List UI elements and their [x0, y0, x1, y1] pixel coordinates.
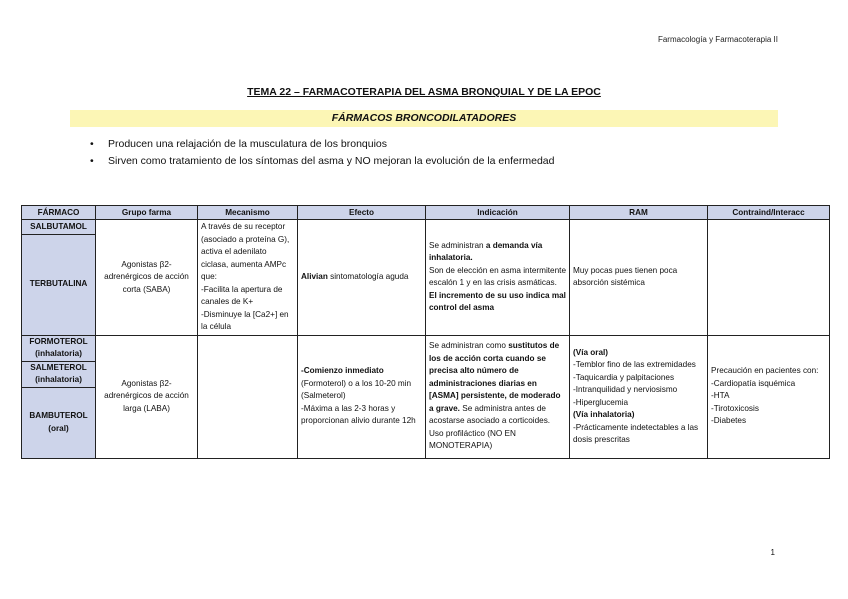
laba-effect: [298, 335, 426, 458]
header-mecanismo: Mecanismo: [198, 206, 298, 220]
drug-terbutalina: TERBUTALINA: [22, 234, 96, 335]
saba-mechanism: [198, 220, 298, 336]
contra-line: -Diabetes: [711, 416, 747, 426]
header-grupo: Grupo farma: [96, 206, 198, 220]
contra-line: -Cardiopatía isquémica: [711, 378, 796, 388]
drug-bambuterol: [22, 387, 96, 458]
bullet-list: [90, 136, 554, 170]
drug-name: FORMOTEROL: [29, 336, 88, 346]
indication-text: Se administran como: [429, 341, 509, 351]
drug-name: SALMETEROL: [30, 362, 87, 372]
indication-text: Son de elección en asma intermitente escalón 1 y en las crisis asmáticas.: [429, 265, 566, 288]
indication-text: Se administran: [429, 240, 486, 250]
drug-table: [21, 205, 830, 459]
drug-salbutamol: SALBUTAMOL: [22, 220, 96, 235]
mechanism-line: A través de su receptor (asociado a proteína G), activa el adenilato ciclasa, aumenta AMPc que:: [201, 222, 290, 281]
drug-name: BAMBUTEROL: [29, 411, 88, 420]
drug-route: (inhalatoria): [35, 375, 82, 384]
header-efecto: Efecto: [298, 206, 426, 220]
contra-line: -HTA: [711, 391, 730, 401]
effect-text: (Formoterol) o a los 10-20 min (Salmeterol): [301, 378, 412, 401]
ram-line: -Prácticamente indetectables a las dosis prescritas: [573, 422, 699, 444]
ram-heading: (Vía inhalatoria): [573, 410, 635, 419]
contra-line: Precaución en pacientes con:: [711, 366, 819, 376]
table-header-row: [22, 206, 830, 220]
saba-indication: [426, 220, 570, 336]
indication-text: Se administra antes de acostarse asociado a corticoides. Uso profiláctico (NO EN MONOTERAPIA): [429, 403, 551, 451]
ram-line: -Hiperglucemia: [573, 397, 629, 407]
mechanism-line: -Disminuye la [Ca2+] en la célula: [201, 309, 289, 331]
effect-bold: -Comienzo inmediato: [301, 366, 384, 376]
laba-contra: [708, 335, 830, 458]
drug-route: (oral): [48, 423, 69, 433]
indication-bold: El incremento de su uso indica mal control del asma: [429, 290, 566, 313]
indication-bold: a demanda vía inhalatoria.: [429, 240, 543, 263]
bullet-item: • Sirven como tratamiento de los síntomas del asma y NO mejoran la evolución de la enfermedad: [90, 153, 554, 170]
effect-text: -Máxima a las 2-3 horas y proporcionan alivio durante 12h: [301, 403, 416, 426]
ram-heading: (Vía oral): [573, 347, 609, 357]
ram-line: -Temblor fino de las extremidades: [573, 360, 696, 369]
bullet-item: • Producen una relajación de la musculatura de los bronquios: [90, 136, 554, 153]
saba-ram: Muy pocas pues tienen poca absorción sistémica: [570, 220, 708, 336]
laba-mechanism: [198, 335, 298, 458]
effect-text: sintomatología aguda: [327, 272, 409, 281]
section-subtitle: FÁRMACOS BRONCODILATADORES: [70, 110, 778, 127]
laba-ram: [570, 335, 708, 458]
ram-line: -Taquicardia y palpitaciones: [573, 372, 675, 382]
course-header: Farmacología y Farmacoterapia II: [657, 35, 778, 44]
header-ram: RAM: [570, 206, 708, 220]
ram-line: -Intranquilidad y nerviosismo: [573, 385, 678, 394]
header-farmaco: FÁRMACO: [22, 206, 96, 220]
saba-contra: [708, 220, 830, 336]
saba-effect: [298, 220, 426, 336]
header-indicacion: Indicación: [426, 206, 570, 220]
table-row: [22, 335, 830, 361]
laba-group: Agonistas β2-adrenérgicos de acción larga (LABA): [96, 335, 198, 458]
effect-bold: Alivian: [301, 272, 328, 281]
drug-salmeterol: [22, 361, 96, 387]
contra-line: -Tirotoxicosis: [711, 403, 759, 413]
drug-formoterol: [22, 335, 96, 361]
drug-route: (inhalatoria): [35, 349, 82, 358]
table-row: [22, 220, 830, 235]
header-contraind: Contraind/Interacc: [708, 206, 830, 220]
indication-bold: sustitutos de los de acción corta cuando se precisa alto número de administraciones diarias en [ASMA] persistente, de moderado a grave.: [429, 341, 561, 413]
page-title: TEMA 22 – FARMACOTERAPIA DEL ASMA BRONQUIAL Y DE LA EPOC: [247, 86, 601, 98]
mechanism-line: -Facilita la apertura de canales de K+: [201, 284, 283, 306]
page-number: 1: [770, 548, 775, 557]
saba-group: Agonistas β2-adrenérgicos de acción corta (SABA): [96, 220, 198, 336]
laba-indication: [426, 335, 570, 458]
